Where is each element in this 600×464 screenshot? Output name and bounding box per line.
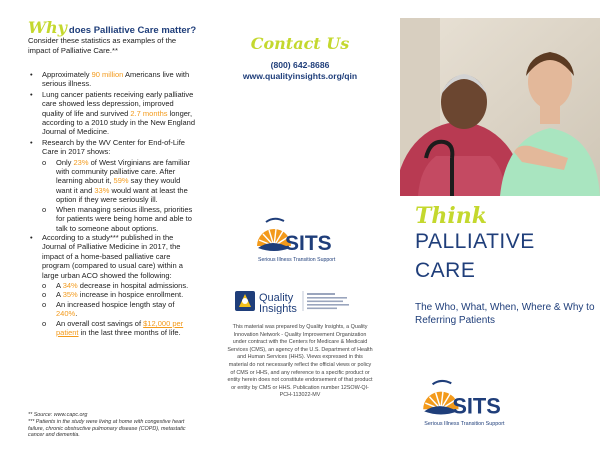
sits-logo-cover <box>418 376 522 428</box>
quality-insights-logo <box>233 288 367 314</box>
phone-number[interactable]: (800) 642-8686 <box>270 60 330 70</box>
website-link[interactable]: www.qualityinsights.org/qin <box>242 71 358 81</box>
contact-title: Contact Us <box>250 34 350 53</box>
sits-logo-tagline: Serious Illness Transition Support <box>258 257 336 263</box>
highlight-number: 240% <box>56 309 76 319</box>
highlight-number: $12,000 per patient <box>56 318 184 337</box>
sits-logo-name: SITS <box>285 232 332 255</box>
sits-logo-tagline: Serious Illness Transition Support <box>424 420 505 427</box>
sits-logo-name: SITS <box>452 393 501 419</box>
list-item: • According to a study*** published in the Journal of Palliative Medicine in 2017, the impact of a home-based palliative care program (compared to usual care) within a large urban ACO showed the following: <box>28 233 196 280</box>
title-line-palliative: PALLIATIVE <box>415 230 535 253</box>
title-line-care: CARE <box>415 259 476 282</box>
highlight-number: 35% <box>62 290 78 300</box>
contact-panel <box>200 0 400 464</box>
footnote-source: ** Source: www.capc.org <box>28 412 88 418</box>
cms-disclaimer: This material was prepared by Quality Insights, a Quality Innovation Network - Quality Improvement Organization under contract with the Centers for Medicare & Medicaid Services (CMS), an agency of the U.S. Department of Health and Human Services (HHS). Views expressed in this material do not necessarily reflect the official views or policy of CMS or HHS, and any reference to a specific product or entity herein does not constitute endorsement of that product or entity by CMS or HHS. Publication number 12SOW-QI-PCH-113022-MV <box>227 324 373 399</box>
intro-text: Consider these statistics as examples of the impact of Palliative Care.** <box>28 36 177 55</box>
quality-insights-emblem-icon <box>235 291 255 311</box>
list-item: • Lung cancer patients receiving early palliative care showed less depression, improved quality of life and survived 2.7 months longer, according to a 2010 study in the New England Journal of Medicine. <box>28 90 196 137</box>
quality-insights-name-top: Quality <box>259 292 294 304</box>
why-word: Why <box>28 18 67 37</box>
footnotes <box>28 412 198 439</box>
statistics-panel <box>0 0 200 464</box>
footnote-study: *** Patients in the study were living at home with congestive heart failure, chronic obstructive pulmonary disease (COPD), metastatic cancer and dementia. <box>28 418 186 439</box>
why-heading-rest: does Palliative Care matter? <box>68 25 197 36</box>
sub-list-item: o Only 23% of West Virginians are familiar with community palliative care. After learning about it, 59% say they would want it and 33% would want at least the option if they were seriously ill. <box>42 158 196 205</box>
sub-list-item: o When managing serious illness, priorities for patients were being home and able to talk to someone about options. <box>42 205 196 233</box>
brochure-subtitle: The Who, What, When, Where & Why to Referring Patients <box>415 302 595 326</box>
highlight-number: 34% <box>62 280 78 290</box>
quality-insights-name-bottom: Insights <box>259 303 297 314</box>
highlight-number: 59% <box>113 176 129 186</box>
statistics-list <box>28 70 196 337</box>
highlight-number: 23% <box>73 157 89 167</box>
list-item: • Approximately 90 million Americans live with serious illness. <box>28 70 196 89</box>
think-heading: Think <box>415 203 487 229</box>
sub-list-item: o A 35% increase in hospice enrollment. <box>42 290 196 299</box>
highlight-number: 33% <box>94 185 110 195</box>
sub-list-item: o A 34% decrease in hospital admissions. <box>42 281 196 290</box>
sub-list-item: o An increased hospice length stay of 240%. <box>42 300 196 319</box>
highlight-number: 90 million <box>91 70 124 79</box>
list-item: • Research by the WV Center for End-of-Life Care in 2017 shows: <box>28 138 196 157</box>
cover-photo <box>400 18 600 196</box>
quality-insights-small-print-icon <box>307 293 349 309</box>
sits-logo <box>252 214 352 264</box>
why-heading <box>28 18 196 38</box>
cover-panel <box>400 0 600 464</box>
highlight-number: 2.7 months <box>130 108 168 118</box>
sub-list-item: o An overall cost savings of $12,000 per patient in the last three months of life. <box>42 319 196 338</box>
